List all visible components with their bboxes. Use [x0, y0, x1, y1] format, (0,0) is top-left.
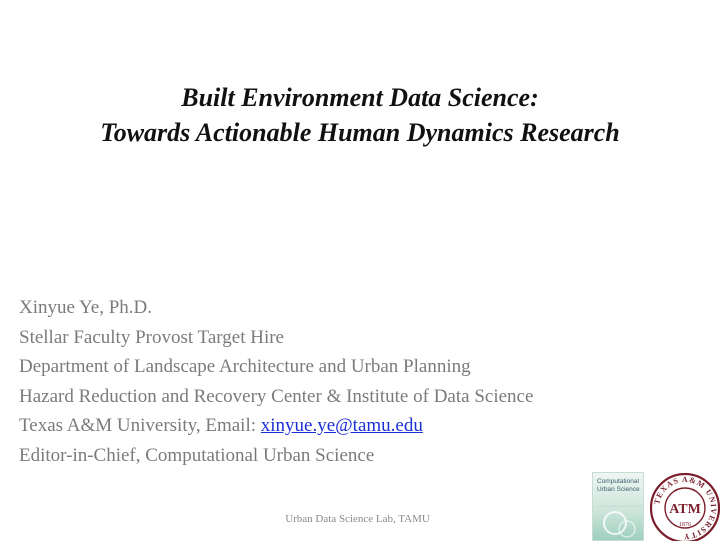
author-info — [19, 293, 619, 470]
author-editor: Editor-in-Chief, Computational Urban Science — [19, 444, 375, 466]
seal-ring-text: TEXAS A&M UNIVERSITY — [652, 474, 719, 541]
seal-center-text: ATM — [669, 502, 701, 517]
seal-year: 1876 — [679, 522, 691, 528]
author-center: Hazard Reduction and Recovery Center & Institute of Data Science — [19, 385, 534, 407]
journal-cover-image — [592, 472, 644, 541]
email-link[interactable]: xinyue.ye@tamu.edu — [260, 415, 423, 436]
journal-cover-line-2: Urban Science — [597, 485, 640, 493]
journal-cover-line-1: Computational — [597, 478, 639, 485]
title-line-1: Built Environment Data Science: — [181, 83, 539, 112]
university-seal-logo — [650, 473, 720, 541]
title-line-2: Towards Actionable Human Dynamics Research — [100, 118, 620, 147]
university-label: Texas A&M University, Email: — [19, 415, 261, 436]
author-university-line — [19, 411, 619, 441]
author-position: Stellar Faculty Provost Target Hire — [19, 326, 284, 348]
author-department: Department of Landscape Architecture and Urban Planning — [19, 356, 471, 377]
slide-title — [0, 80, 720, 150]
seal-graphic — [650, 473, 720, 541]
author-name: Xinyue Ye, Ph.D. — [19, 297, 153, 318]
footer-text: Urban Data Science Lab, TAMU — [285, 513, 430, 525]
journal-cover-graphic — [593, 473, 644, 541]
